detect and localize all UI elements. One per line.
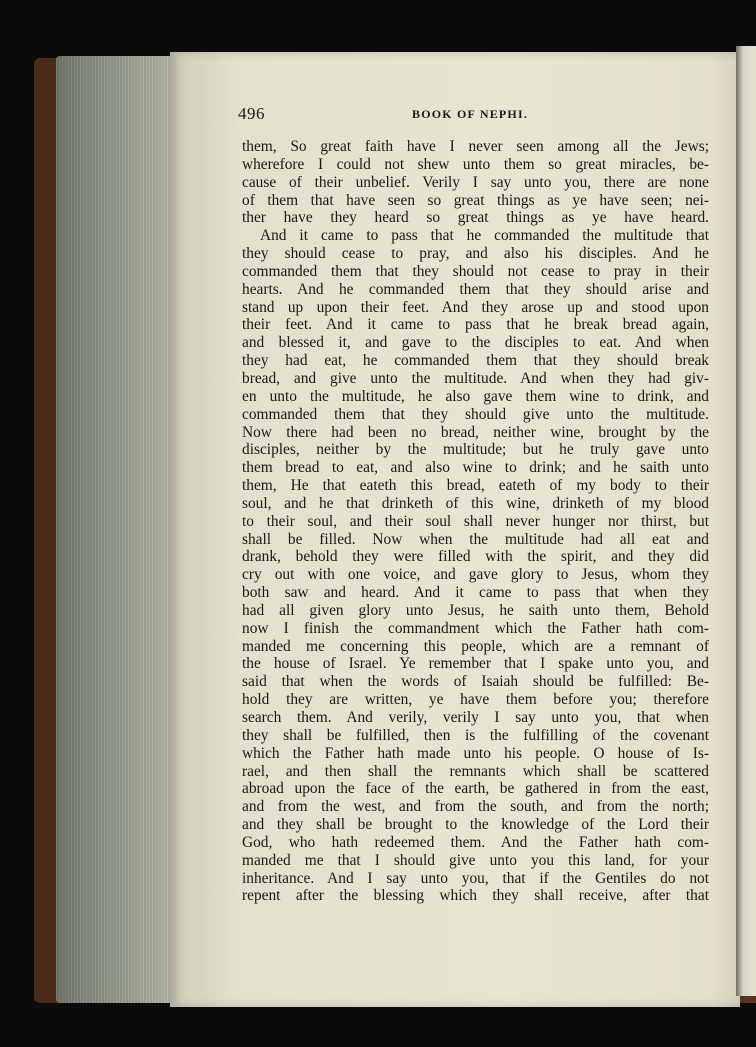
text-line: they had eat, he commanded them that they should break — [242, 352, 709, 370]
text-line: repent after the blessing which they shall receive, after that — [242, 887, 709, 905]
text-line: their feet. And it came to pass that he break bread again, — [242, 316, 709, 334]
body-text — [242, 138, 709, 905]
text-line: ther have they heard so great things as ye have heard. — [242, 209, 709, 227]
text-line: had all given glory unto Jesus, he saith unto them, Behold — [242, 601, 709, 619]
text-line: And it came to pass that he commanded the multitude that — [260, 227, 709, 245]
text-line: them, He that eateth this bread, eateth of my body to their — [242, 477, 709, 495]
text-line: and blessed it, and gave to the disciples to eat. And when — [242, 334, 709, 352]
text-line: now I finish the commandment which the Father hath com- — [242, 619, 709, 637]
text-line: stand up upon their feet. And they arose up and stood upon — [242, 298, 709, 316]
text-line: and they shall be brought to the knowledge of the Lord their — [242, 816, 709, 834]
text-line: the house of Israel. Ye remember that I spake unto you, and — [242, 655, 709, 673]
text-line: search them. And verily, verily I say unto you, that when — [242, 709, 709, 726]
text-line: both saw and heard. And it came to pass that when they — [242, 584, 709, 602]
text-line: to their soul, and their soul shall never hunger nor thirst, but — [242, 512, 709, 530]
facing-page-edge — [736, 46, 756, 996]
text-line: wherefore I could not shew unto them so great miracles, be- — [242, 155, 709, 173]
text-line: them, So great faith have I never seen among all the Jews; — [242, 138, 709, 155]
text-line: inheritance. And I say unto you, that if the Gentiles do not — [242, 869, 709, 887]
text-line: bread, and give unto the multitude. And when they had giv- — [242, 369, 709, 387]
text-line: which the Father hath made unto his people. O house of Is- — [242, 744, 709, 762]
text-line: disciples, neither by the multitude; but he truly gave unto — [242, 441, 709, 459]
text-line: manded me that I should give unto you this land, for your — [242, 851, 709, 869]
text-line: commanded them that they should give unto the multitude. — [242, 405, 709, 423]
text-line: said that when the words of Isaiah should be fulfilled: Be- — [242, 673, 709, 691]
text-line: they shall be fulfilled, then is the fulfilling of the covenant — [242, 726, 709, 744]
text-line: cry out with one voice, and gave glory to Jesus, whom they — [242, 566, 709, 584]
text-line: God, who hath redeemed them. And the Father hath com- — [242, 833, 709, 851]
text-line: hold they are written, ye have them before you; therefore — [242, 691, 709, 709]
text-line: and from the west, and from the south, and from the north; — [242, 798, 709, 816]
text-line: commanded them that they should not cease to pray in their — [242, 262, 709, 280]
running-head: BOOK OF NEPHI. — [412, 107, 529, 121]
page-edges — [56, 56, 174, 1003]
text-line: they should cease to pray, and also his disciples. And he — [242, 245, 709, 263]
text-line: them bread to eat, and also wine to drink; and he saith unto — [242, 459, 709, 477]
text-line: of them that have seen so great things as ye have seen; nei- — [242, 191, 709, 209]
text-line: drank, behold they were filled with the spirit, and they did — [242, 548, 709, 566]
page-number: 496 — [238, 104, 265, 123]
text-line: soul, and he that drinketh of this wine, drinketh of my blood — [242, 494, 709, 512]
text-line: en unto the multitude, he also gave them wine to drink, and — [242, 387, 709, 405]
page-header — [238, 104, 708, 124]
text-line: abroad upon the face of the earth, be gathered in from the east, — [242, 780, 709, 798]
text-line: Now there had been no bread, neither wine, brought by the — [242, 423, 709, 441]
text-line: hearts. And he commanded them that they should arise and — [242, 280, 709, 298]
text-line: cause of their unbelief. Verily I say unto you, there are none — [242, 173, 709, 191]
text-line: shall be filled. Now when the multitude had all eat and — [242, 530, 709, 548]
text-line: rael, and then shall the remnants which shall be scattered — [242, 762, 709, 780]
text-line: manded me concerning this people, which are a remnant of — [242, 637, 709, 655]
